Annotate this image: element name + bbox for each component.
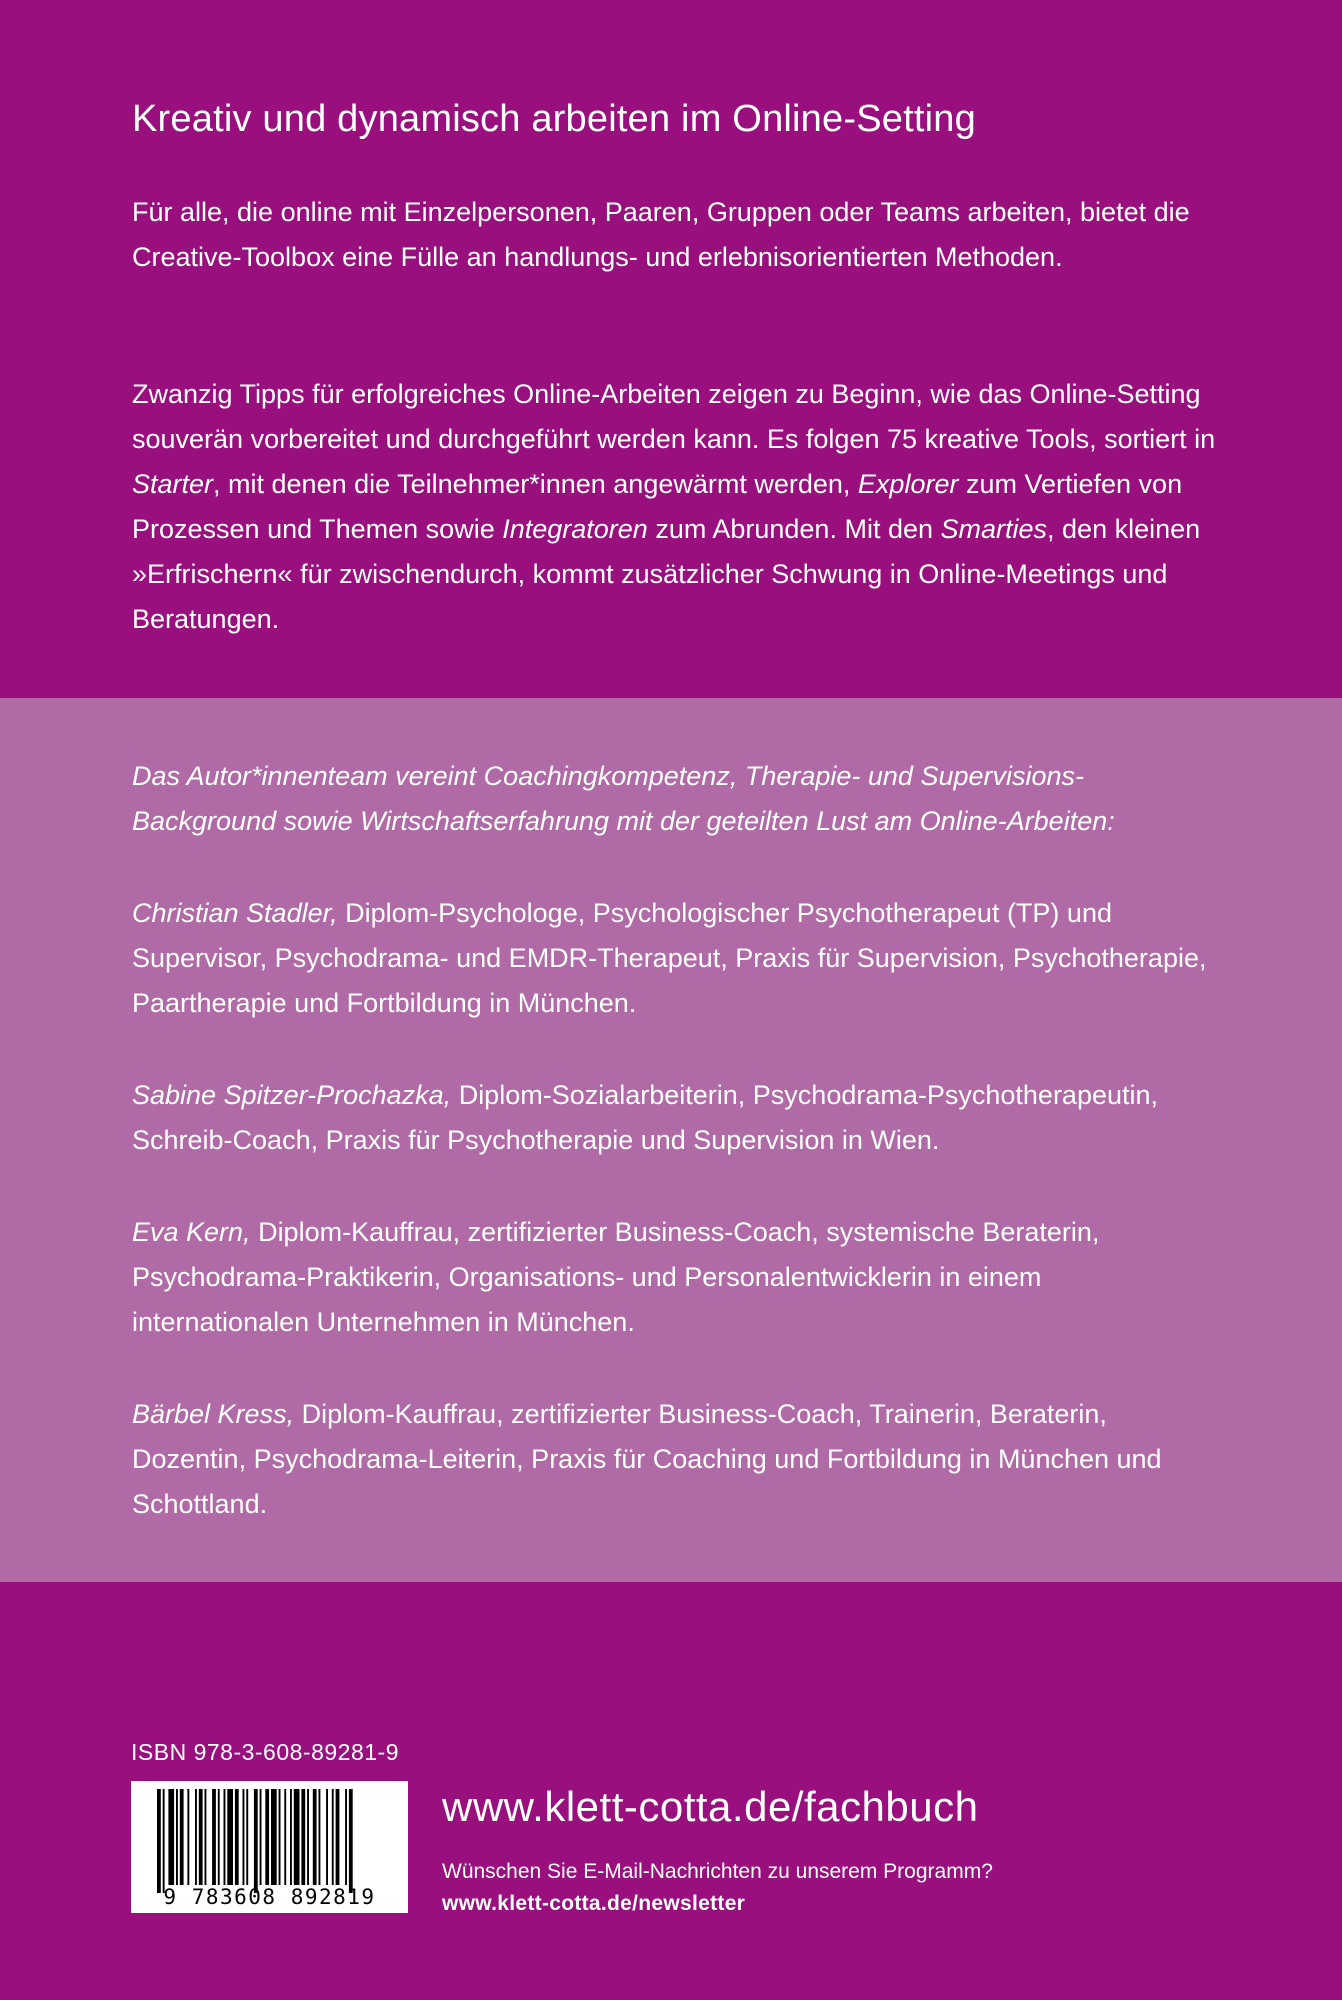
author-name: Christian Stadler, — [132, 898, 338, 928]
barcode-bar — [180, 1789, 184, 1885]
barcode-bar — [271, 1789, 277, 1885]
intro-em-integratoren: Integratoren — [502, 514, 648, 544]
barcode — [131, 1781, 408, 1913]
author-bio-spitzer-prochazka — [132, 1073, 1222, 1163]
author-description: Diplom-Kauffrau, zertifizierter Business-Coach, systemische Beraterin, Psychodrama-Praktikerin, Organisations- und Personalentwicklerin in einem internationalen Unternehmen in München. — [132, 1217, 1100, 1337]
barcode-bar — [307, 1789, 309, 1885]
barcode-bar — [349, 1789, 353, 1893]
intro-text-4: zum Abrunden. Mit den — [647, 514, 941, 544]
barcode-bar — [284, 1789, 286, 1885]
author-description: Diplom-Sozialarbeiterin, Psychodrama-Psychotherapeutin, Schreib-Coach, Praxis für Psychotherapie und Supervision in Wien. — [132, 1080, 1159, 1155]
barcode-bar — [345, 1789, 347, 1885]
barcode-bar — [260, 1789, 262, 1885]
author-name: Bärbel Kress, — [132, 1399, 295, 1429]
barcode-bar — [212, 1789, 216, 1885]
barcode-bar — [195, 1789, 197, 1885]
barcode-bar — [157, 1789, 161, 1893]
barcode-bar — [279, 1789, 281, 1885]
headline: Kreativ und dynamisch arbeiten im Online-Setting — [132, 98, 976, 140]
barcode-bar — [326, 1789, 328, 1885]
barcode-bar — [187, 1789, 189, 1885]
intro-text-2: , mit denen die Teilnehmer*innen angewärmt werden, — [213, 469, 858, 499]
barcode-bar — [163, 1789, 165, 1893]
intro-text-1: Zwanzig Tipps für erfolgreiches Online-Arbeiten zeigen zu Beginn, wie das Online-Setting souverän vorbereitet und durchgeführt werden kann. Es folgen 75 kreative Tools, sortiert in — [132, 379, 1216, 454]
website-link[interactable]: www.klett-cotta.de/fachbuch — [442, 1783, 979, 1830]
barcode-bar — [235, 1789, 239, 1885]
author-bio-kern — [132, 1210, 1222, 1345]
barcode-digits: 9 783608 892819 — [163, 1885, 376, 1909]
barcode-bar — [294, 1789, 300, 1885]
barcode-bar — [336, 1789, 340, 1885]
intro-text-3: zum Vertiefen von Prozessen und Themen sowie — [132, 469, 1183, 544]
barcode-bar — [246, 1789, 248, 1885]
barcode-bar — [265, 1789, 269, 1885]
barcode-bar — [176, 1789, 178, 1885]
intro-em-starter: Starter — [132, 469, 214, 499]
author-bio-stadler — [132, 891, 1222, 1026]
isbn-label: ISBN 978-3-608-89281-9 — [131, 1739, 399, 1765]
barcode-bar — [218, 1789, 220, 1885]
intro-text-5: , den kleinen »Erfrischern« für zwischendurch, kommt zusätzlicher Schwung in Online-Meetings und Beratungen. — [132, 514, 1201, 634]
author-name: Sabine Spitzer-Prochazka, — [132, 1080, 452, 1110]
barcode-bar — [319, 1789, 321, 1885]
intro-paragraph-1: Für alle, die online mit Einzelpersonen, Paaren, Gruppen oder Teams arbeiten, bietet die Creative-Toolbox eine Fülle an handlungs- und erlebnisorientierten Methoden. — [132, 197, 1190, 272]
newsletter-question: Wünschen Sie E-Mail-Nachrichten zu unserem Programm? — [442, 1860, 993, 1883]
barcode-bar — [290, 1789, 292, 1885]
intro-paragraph-2 — [132, 372, 1222, 642]
barcode-bar — [205, 1789, 207, 1885]
newsletter-link[interactable]: www.klett-cotta.de/newsletter — [442, 1892, 746, 1915]
barcode-bar — [224, 1789, 226, 1885]
barcode-bar — [301, 1789, 305, 1885]
barcode-bar — [227, 1789, 233, 1885]
intro-em-explorer: Explorer — [857, 469, 959, 499]
barcode-bar — [313, 1789, 317, 1885]
authors-intro: Das Autor*innenteam vereint Coachingkompetenz, Therapie- und Supervisions-Background sowie Wirtschaftserfahrung mit der geteilten Lust am Online-Arbeiten: — [132, 761, 1115, 836]
barcode-bar — [254, 1789, 258, 1893]
intro-em-smarties: Smarties — [940, 514, 1048, 544]
author-bio-kress — [132, 1392, 1222, 1527]
barcode-bar — [243, 1789, 245, 1885]
barcode-bar — [199, 1789, 203, 1885]
author-description: Diplom-Kauffrau, zertifizierter Business-Coach, Trainerin, Beraterin, Dozentin, Psychodrama-Leiterin, Praxis für Coaching und Fortbildung in München und Schottland. — [132, 1399, 1162, 1519]
barcode-bar — [168, 1789, 174, 1885]
barcode-bar — [332, 1789, 334, 1885]
author-name: Eva Kern, — [132, 1217, 251, 1247]
author-description: Diplom-Psychologe, Psychologischer Psychotherapeut (TP) und Supervisor, Psychodrama- und EMDR-Therapeut, Praxis für Supervision, Psychotherapie, Paartherapie und Fortbildung in München. — [132, 898, 1207, 1018]
